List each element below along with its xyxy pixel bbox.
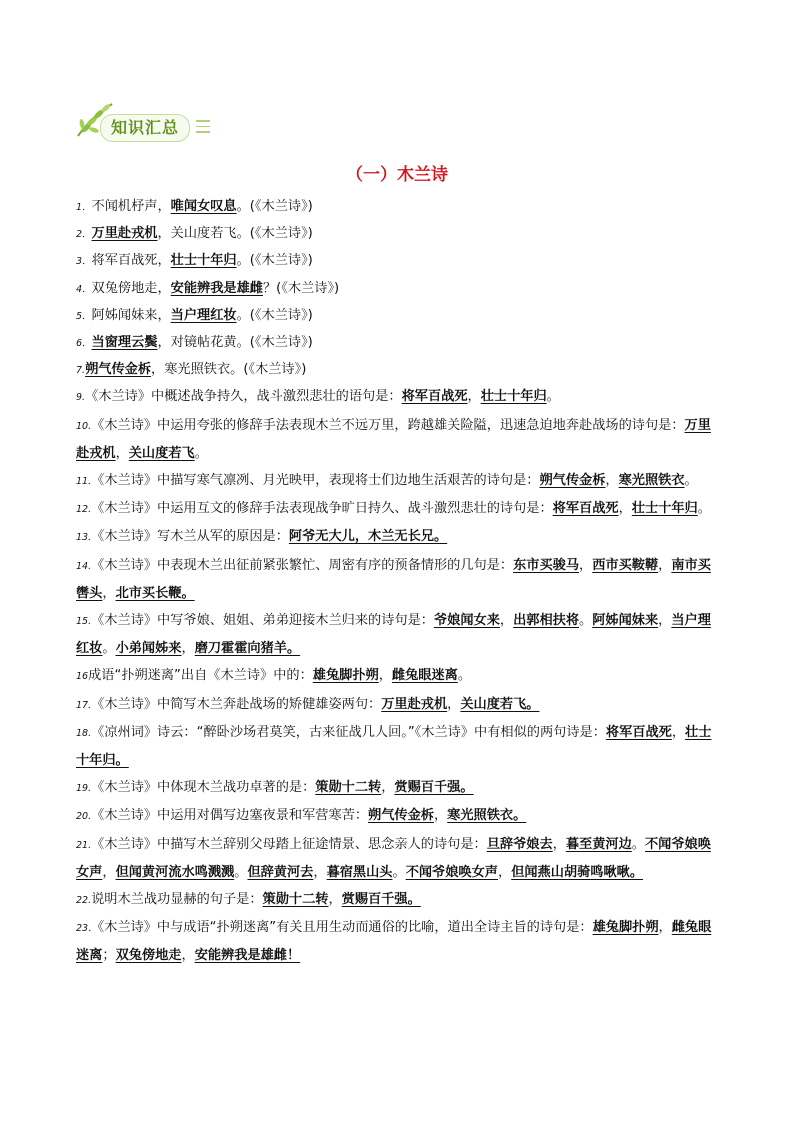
list-item bbox=[76, 691, 724, 719]
question-text: 。 bbox=[392, 864, 406, 880]
answer-text: 雌兔眼迷离 bbox=[76, 920, 712, 964]
answer-text: 关山度若飞 bbox=[128, 445, 195, 461]
question-text: ，关山度若飞。(《木兰诗》) bbox=[157, 226, 313, 242]
question-text: ， bbox=[447, 696, 461, 712]
list-item bbox=[76, 774, 724, 802]
question-text: ， bbox=[181, 948, 195, 964]
question-text: ； bbox=[102, 948, 116, 964]
item-number: 5． bbox=[76, 310, 92, 322]
item-number: 23． bbox=[76, 923, 98, 935]
question-text: 《木兰诗》中运用对偶写边塞夜景和军营寒苦： bbox=[91, 808, 369, 824]
question-text: ， bbox=[181, 641, 195, 657]
question-text: 双兔傍地走， bbox=[91, 280, 171, 296]
list-item bbox=[76, 220, 724, 247]
answer-text: 策勋十二转 bbox=[262, 891, 329, 907]
question-text: 。(《木兰诗》) bbox=[236, 307, 313, 323]
item-number: 4． bbox=[76, 283, 92, 295]
list-item bbox=[76, 495, 724, 523]
item-number: 12. bbox=[76, 504, 92, 516]
question-text: ， bbox=[552, 836, 566, 852]
list-item bbox=[76, 607, 724, 662]
question-text: 说明木兰战功显赫的句子是： bbox=[91, 891, 263, 907]
question-text: 《木兰诗》中描写寒气凛冽、月光映甲，表现将士们边地生活艰苦的诗句是： bbox=[91, 472, 540, 488]
question-text: 阿姊闻妹来， bbox=[91, 307, 171, 323]
question-text: 《木兰诗》写木兰从军的原因是： bbox=[91, 529, 289, 545]
answer-text: 壮士十年归。 bbox=[76, 724, 712, 768]
answer-text: 北市买长鞭。 bbox=[115, 585, 195, 601]
badge-title: 知识汇总 bbox=[100, 114, 190, 142]
list-item bbox=[76, 467, 724, 495]
question-text: ， bbox=[381, 780, 395, 796]
answer-text: 阿爷无大儿，木兰无长兄。 bbox=[288, 529, 448, 545]
answer-text: 朔气传金柝 bbox=[539, 472, 606, 488]
answer-text: 旦辞爷娘去 bbox=[486, 836, 553, 852]
answer-text: 壮士十年归 bbox=[480, 389, 547, 405]
question-text: 。 bbox=[684, 472, 698, 488]
list-item bbox=[76, 831, 724, 886]
list-item bbox=[76, 383, 724, 411]
question-text: ， bbox=[102, 864, 116, 880]
question-text: ，对镜帖花黄。(《木兰诗》) bbox=[157, 334, 313, 350]
list-item bbox=[76, 302, 724, 329]
question-text: ？(《木兰诗》) bbox=[262, 280, 340, 296]
item-number: 15. bbox=[76, 615, 92, 627]
question-text: 。 bbox=[102, 641, 116, 657]
answer-text: 暮宿黑山头 bbox=[326, 864, 393, 880]
question-text: 。 bbox=[697, 501, 711, 517]
answer-text: 磨刀霍霍向猪羊。 bbox=[194, 641, 301, 657]
list-item bbox=[76, 329, 724, 356]
answer-text: 当户理红妆 bbox=[170, 307, 237, 323]
question-text: ， bbox=[328, 891, 342, 907]
question-text: ， bbox=[102, 585, 116, 601]
answer-text: 出郭相扶将 bbox=[513, 612, 580, 628]
question-text: ， bbox=[658, 557, 672, 573]
item-number: 19. bbox=[76, 783, 92, 795]
question-text: ， bbox=[671, 724, 686, 740]
question-text: 。 bbox=[194, 445, 208, 461]
question-text: 《木兰诗》中运用互文的修辞手法表现战争旷日持久、战斗激烈悲壮的诗句是： bbox=[91, 501, 553, 517]
question-text: 。(《木兰诗》) bbox=[236, 199, 313, 214]
question-text: ， bbox=[658, 920, 672, 936]
answer-text: 寒光照铁衣。 bbox=[447, 808, 527, 824]
answer-text: 双兔傍地走 bbox=[115, 948, 182, 964]
question-text: ， bbox=[618, 501, 632, 517]
answer-text: 赏赐百千强。 bbox=[341, 891, 421, 907]
list-item bbox=[76, 802, 724, 830]
question-text: 。 bbox=[457, 668, 472, 684]
question-text: 《木兰诗》中简写木兰奔赴战场的矫健雄姿两句： bbox=[91, 696, 382, 712]
answer-text: 但辞黄河去 bbox=[247, 864, 314, 880]
answer-text: 南市买辔头 bbox=[76, 557, 711, 601]
item-number: 22. bbox=[76, 894, 92, 906]
answer-text: 朔气传金柝 bbox=[85, 362, 152, 378]
item-number: 18. bbox=[76, 727, 92, 739]
question-text: ， bbox=[499, 612, 514, 628]
item-number: 10. bbox=[76, 420, 92, 432]
list-item bbox=[76, 412, 724, 467]
answer-text: 小弟闻姊来 bbox=[115, 641, 182, 657]
question-text: ， bbox=[579, 557, 593, 573]
answer-text: 将军百战死 bbox=[401, 389, 468, 405]
answer-text: 壮士十年归 bbox=[170, 253, 237, 269]
poem-items-list bbox=[76, 193, 724, 970]
list-item bbox=[76, 247, 724, 274]
answer-text: 不闻爷娘唤女声 bbox=[76, 836, 711, 880]
question-text: 。 bbox=[631, 836, 645, 852]
section-title: （一）木兰诗 bbox=[346, 165, 448, 185]
list-item bbox=[76, 356, 724, 383]
question-text: ， bbox=[378, 668, 392, 684]
question-text: 不闻机杼声， bbox=[91, 199, 171, 214]
question-text: ， bbox=[115, 445, 129, 461]
question-text: 《木兰诗》中与成语“扑朔迷离”有关且用生动而通俗的比喻，道出全诗主旨的诗句是： bbox=[97, 920, 593, 936]
question-text: 将军百战死， bbox=[91, 253, 171, 269]
answer-text: 雄兔脚扑朔 bbox=[592, 920, 659, 936]
item-number: 1． bbox=[76, 202, 92, 213]
question-text: ， bbox=[658, 612, 672, 628]
question-text: 。(《木兰诗》) bbox=[236, 253, 313, 269]
item-number: 7. bbox=[76, 365, 86, 377]
question-text: 《木兰诗》中概述战争持久，战斗激烈悲壮的语句是： bbox=[85, 389, 402, 405]
list-item bbox=[76, 662, 724, 690]
answer-text: 将军百战死 bbox=[605, 724, 672, 740]
item-number: 11. bbox=[76, 475, 92, 487]
list-item bbox=[76, 275, 724, 302]
answer-text: 壮士十年归 bbox=[631, 501, 698, 517]
answer-text: 暮至黄河边 bbox=[565, 836, 632, 852]
answer-text: 安能辨我是雄雌 bbox=[170, 280, 263, 296]
list-item bbox=[76, 914, 724, 969]
item-number: 13. bbox=[76, 532, 92, 544]
question-text: ， bbox=[498, 864, 512, 880]
answer-text: 爷娘闻女来 bbox=[433, 612, 500, 628]
list-item bbox=[76, 552, 724, 607]
item-number: 3． bbox=[76, 256, 92, 268]
answer-text: 但闻燕山胡骑鸣啾啾。 bbox=[511, 864, 644, 880]
question-text: 《木兰诗》中表现木兰出征前紧张繁忙、周密有序的预备情形的几句是： bbox=[91, 557, 514, 573]
item-number: 20. bbox=[76, 811, 92, 823]
question-text: ，寒光照铁衣。(《木兰诗》) bbox=[151, 362, 307, 378]
question-text: 《木兰诗》中体现木兰战功卓著的是： bbox=[91, 780, 316, 796]
answer-text: 万里赴戎机 bbox=[91, 226, 158, 242]
answer-text: 将军百战死 bbox=[552, 501, 619, 517]
list-item bbox=[76, 886, 724, 914]
item-number: 9. bbox=[76, 392, 86, 404]
item-number: 2． bbox=[76, 229, 92, 241]
answer-text: 阿姊闻妹来 bbox=[592, 612, 659, 628]
item-number: 6． bbox=[76, 337, 92, 349]
item-number: 17. bbox=[76, 699, 92, 711]
answer-text: 唯闻女叹息 bbox=[170, 199, 237, 214]
answer-text: 关山度若飞。 bbox=[460, 696, 540, 712]
question-text: ， bbox=[467, 389, 481, 405]
question-text: 。 bbox=[234, 864, 248, 880]
answer-text: 当窗理云鬓 bbox=[91, 334, 158, 350]
question-text: 《木兰诗》中运用夸张的修辞手法表现木兰不远万里，跨越雄关险隘，迅速急迫地奔赴战场的诗句是： bbox=[91, 417, 685, 433]
item-number: 16 bbox=[76, 671, 89, 683]
answer-text: 赏赐百千强。 bbox=[394, 780, 474, 796]
question-text: 成语“扑朔迷离”出自《木兰诗》中的： bbox=[88, 668, 313, 684]
answer-text: 东市买骏马 bbox=[513, 557, 580, 573]
question-text: 。 bbox=[579, 612, 593, 628]
answer-text: 雌兔眼迷离 bbox=[391, 668, 458, 684]
item-number: 14. bbox=[76, 560, 92, 572]
question-text: 。 bbox=[546, 389, 560, 405]
question-text: 《木兰诗》中描写木兰辞别父母踏上征途情景、思念亲人的诗句是： bbox=[91, 836, 487, 852]
question-text: ， bbox=[433, 808, 448, 824]
answer-text: 万里赴戎机 bbox=[76, 417, 711, 461]
answer-text: 策勋十二转 bbox=[315, 780, 382, 796]
badge-decoration-lines bbox=[196, 120, 210, 137]
answer-text: 万里赴戎机 bbox=[381, 696, 448, 712]
answer-text: 西市买鞍鞯 bbox=[592, 557, 659, 573]
answer-text: 当户理红妆 bbox=[76, 612, 711, 657]
answer-text: 安能辨我是雄雌！ bbox=[194, 948, 301, 964]
answer-text: 雄兔脚扑朔 bbox=[312, 668, 379, 684]
question-text: 《凉州词》诗云：“醉卧沙场君莫笑，古来征战几人回。”《木兰诗》中有相似的两句诗是： bbox=[91, 724, 606, 740]
question-text: 《木兰诗》中写爷娘、姐姐、弟弟迎接木兰归来的诗句是： bbox=[91, 612, 434, 628]
answer-text: 朔气传金柝 bbox=[368, 808, 434, 824]
list-item bbox=[76, 719, 724, 774]
answer-text: 不闻爷娘唤女声 bbox=[405, 864, 498, 880]
answer-text: 但闻黄河流水鸣溅溅 bbox=[115, 864, 235, 880]
knowledge-summary-badge bbox=[72, 100, 202, 144]
answer-text: 寒光照铁衣 bbox=[618, 472, 685, 488]
item-number: 21. bbox=[76, 839, 92, 851]
question-text: ， bbox=[605, 472, 619, 488]
list-item bbox=[76, 193, 724, 220]
question-text: ， bbox=[313, 864, 327, 880]
list-item bbox=[76, 523, 724, 551]
